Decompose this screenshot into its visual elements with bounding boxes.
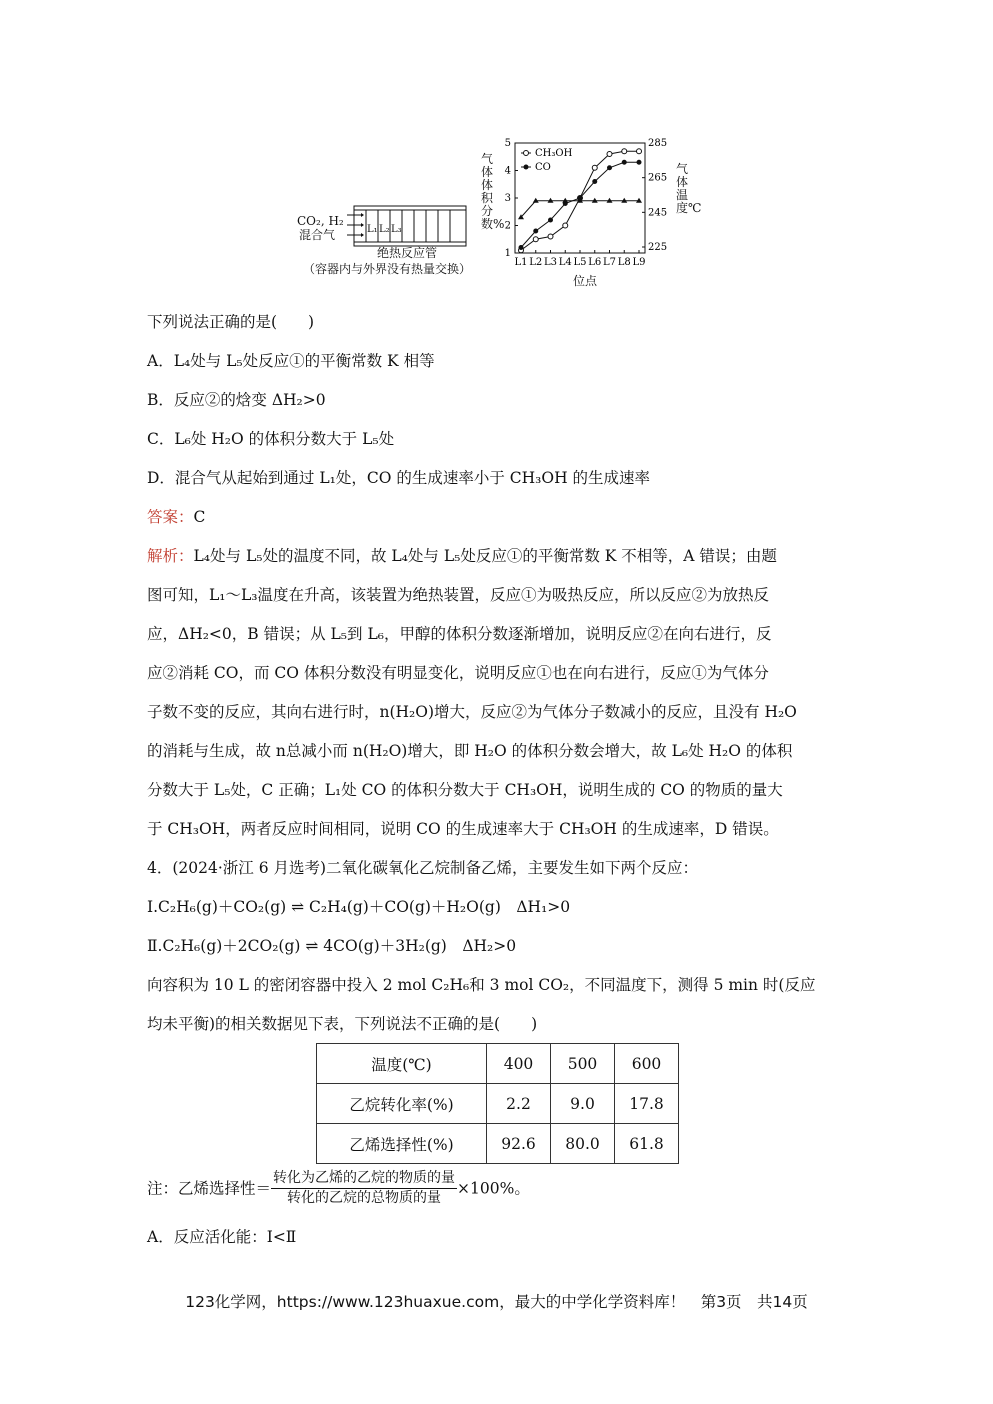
table-cell: 500 xyxy=(551,1044,615,1084)
right-axis-label: 气体温度℃ xyxy=(676,162,702,215)
table-row xyxy=(317,1044,679,1084)
y-left-tick-label: 4 xyxy=(504,165,511,177)
data-point xyxy=(622,160,627,165)
q3-stem: 下列说法正确的是( ) xyxy=(147,313,315,331)
legend-label: CH₃OH xyxy=(535,148,573,159)
q4-body-1: 向容积为 10 L 的密闭容器中投入 2 mol C₂H₆和 3 mol CO₂，不同温度下，测得 5 min 时(反应 xyxy=(147,976,816,994)
x-tick-label: L6 xyxy=(588,257,602,268)
table-row xyxy=(317,1084,679,1124)
tube-title: 绝热反应管 xyxy=(377,246,438,260)
table-cell: 92.6 xyxy=(487,1124,551,1164)
table-cell: 80.0 xyxy=(551,1124,615,1164)
note-numerator: 转化为乙烯的乙烷的物质的量 xyxy=(271,1170,457,1189)
y-right-tick-label: 265 xyxy=(648,172,668,184)
series-line xyxy=(521,201,639,218)
y-right-tick-label: 285 xyxy=(648,138,668,149)
q4-stem: 4．(2024·浙江 6 月选考)二氧化碳氧化乙烷制备乙烯，主要发生如下两个反应： xyxy=(147,859,699,877)
reaction-figure xyxy=(295,135,702,295)
chart-svg xyxy=(495,135,675,280)
y-left-tick-label: 5 xyxy=(504,138,511,149)
legend-marker xyxy=(524,151,529,156)
data-point xyxy=(607,165,612,170)
x-tick-label: L5 xyxy=(573,257,587,268)
q4-reaction-2: Ⅱ.C₂H₆(g)＋2CO₂(g) ⇌ 4CO(g)＋3H₂(g) ΔH₂>0 xyxy=(147,937,517,955)
tube-seg-1: L₁ xyxy=(367,224,378,235)
data-point xyxy=(563,223,568,228)
q3-option-b: B．反应②的焓变 ΔH₂>0 xyxy=(147,391,326,409)
answer-label: 答案： xyxy=(147,508,194,526)
legend-marker xyxy=(524,165,529,170)
legend-label: CO xyxy=(535,162,551,173)
analysis-line: 图可知，L₁～L₃温度在升高，该装置为绝热装置，反应①为吸热反应，所以反应②为放热反 xyxy=(147,586,770,604)
q4-reaction-1: Ⅰ.C₂H₆(g)＋CO₂(g) ⇌ C₂H₄(g)＋CO(g)＋H₂O(g) ΔH₁>0 xyxy=(147,898,571,916)
page-footer: 123化学网，https://www.123huaxue.com，最大的中学化学资料库！ 第3页 共14页 xyxy=(185,1293,808,1311)
data-table xyxy=(316,1043,679,1164)
analysis-line: 于 CH₃OH，两者反应时间相同，说明 CO 的生成速率大于 CH₃OH 的生成速率，D 错误。 xyxy=(147,820,779,838)
data-point xyxy=(622,149,627,154)
data-point xyxy=(533,237,538,242)
data-point xyxy=(637,149,642,154)
y-left-tick-label: 3 xyxy=(504,193,511,204)
table-cell: 乙烯选择性(%) xyxy=(317,1124,487,1164)
y-right-tick-label: 225 xyxy=(648,242,668,253)
x-tick-label: L7 xyxy=(602,257,617,268)
table-cell: 17.8 xyxy=(615,1084,679,1124)
table-cell: 9.0 xyxy=(551,1084,615,1124)
table-cell: 61.8 xyxy=(615,1124,679,1164)
data-point xyxy=(637,160,642,165)
y-right-tick-label: 245 xyxy=(648,207,668,219)
q4-body-2: 均未平衡)的相关数据见下表，下列说法不正确的是( ) xyxy=(147,1015,538,1033)
analysis-line: L₄处与 L₅处的温度不同，故 L₄处与 L₅处反应①的平衡常数 K 不相等，A 错误；由题 xyxy=(193,547,777,565)
analysis-line: 应，ΔH₂<0，B 错误；从 L₅到 L₆，甲醇的体积分数逐渐增加，说明反应②在向右进行，反 xyxy=(147,625,772,643)
y-left-tick-label: 1 xyxy=(504,248,511,259)
y-left-tick-label: 2 xyxy=(504,220,511,232)
x-tick-label: L9 xyxy=(632,257,646,268)
analysis-line: 子数不变的反应，其向右进行时，n(H₂O)增大，反应②为气体分子数减小的反应，且没有 H₂O xyxy=(147,703,797,721)
q3-option-c: C．L₆处 H₂O 的体积分数大于 L₅处 xyxy=(147,430,395,448)
q3-answer xyxy=(147,507,205,527)
q3-option-d: D．混合气从起始到通过 L₁处，CO 的生成速率小于 CH₃OH 的生成速率 xyxy=(147,469,651,487)
table-row xyxy=(317,1124,679,1164)
data-point xyxy=(519,245,524,250)
tube-seg-3: L₃ xyxy=(391,224,402,235)
q4-note xyxy=(147,1170,530,1210)
table-cell: 400 xyxy=(487,1044,551,1084)
x-tick-label: L4 xyxy=(558,257,572,268)
note-fraction xyxy=(271,1170,457,1207)
answer-value: C xyxy=(193,508,206,526)
note-suffix: ×100%。 xyxy=(457,1179,530,1198)
data-point xyxy=(548,218,553,223)
left-axis-label: 气体体积分数% xyxy=(481,152,505,231)
table-cell: 乙烷转化率(%) xyxy=(317,1084,487,1124)
data-point xyxy=(592,179,597,184)
x-tick-label: L1 xyxy=(514,257,528,268)
tube-seg-2: L₂ xyxy=(379,224,390,235)
data-point xyxy=(548,234,553,239)
data-point xyxy=(607,152,612,157)
data-point xyxy=(592,165,597,170)
x-tick-label: L3 xyxy=(543,257,558,268)
analysis-line: 的消耗与生成，故 n总减小而 n(H₂O)增大，即 H₂O 的体积分数会增大，故 L₆处 H₂O 的体积 xyxy=(147,742,793,760)
q3-analysis-1 xyxy=(147,546,777,566)
analysis-line: 应②消耗 CO，而 CO 体积分数没有明显变化，说明反应①也在向右进行，反应①为气体分 xyxy=(147,664,769,682)
q4-option-a: A．反应活化能：Ⅰ<Ⅱ xyxy=(147,1228,297,1246)
data-point xyxy=(533,229,538,234)
mix-label-2: 混合气 xyxy=(299,228,336,242)
analysis-line: 分数大于 L₅处，C 正确；L₁处 CO 的体积分数大于 CH₃OH，说明生成的 CO 的物质的量大 xyxy=(147,781,783,799)
series-line xyxy=(521,162,639,247)
x-tick-label: L2 xyxy=(529,257,543,268)
analysis-label: 解析： xyxy=(147,547,194,565)
table-cell: 2.2 xyxy=(487,1084,551,1124)
q3-option-a: A．L₄处与 L₅处反应①的平衡常数 K 相等 xyxy=(147,352,435,370)
table-cell: 温度(℃) xyxy=(317,1044,487,1084)
mix-label-1: CO₂, H₂ xyxy=(297,214,344,228)
table-cell: 600 xyxy=(615,1044,679,1084)
x-axis-label: 位点 xyxy=(573,274,598,288)
tube-note: （容器内与外界没有热量交换） xyxy=(303,262,472,276)
note-prefix: 注：乙烯选择性＝ xyxy=(147,1179,272,1198)
note-denominator: 转化的乙烷的总物质的量 xyxy=(287,1190,442,1206)
x-tick-label: L8 xyxy=(617,257,631,268)
